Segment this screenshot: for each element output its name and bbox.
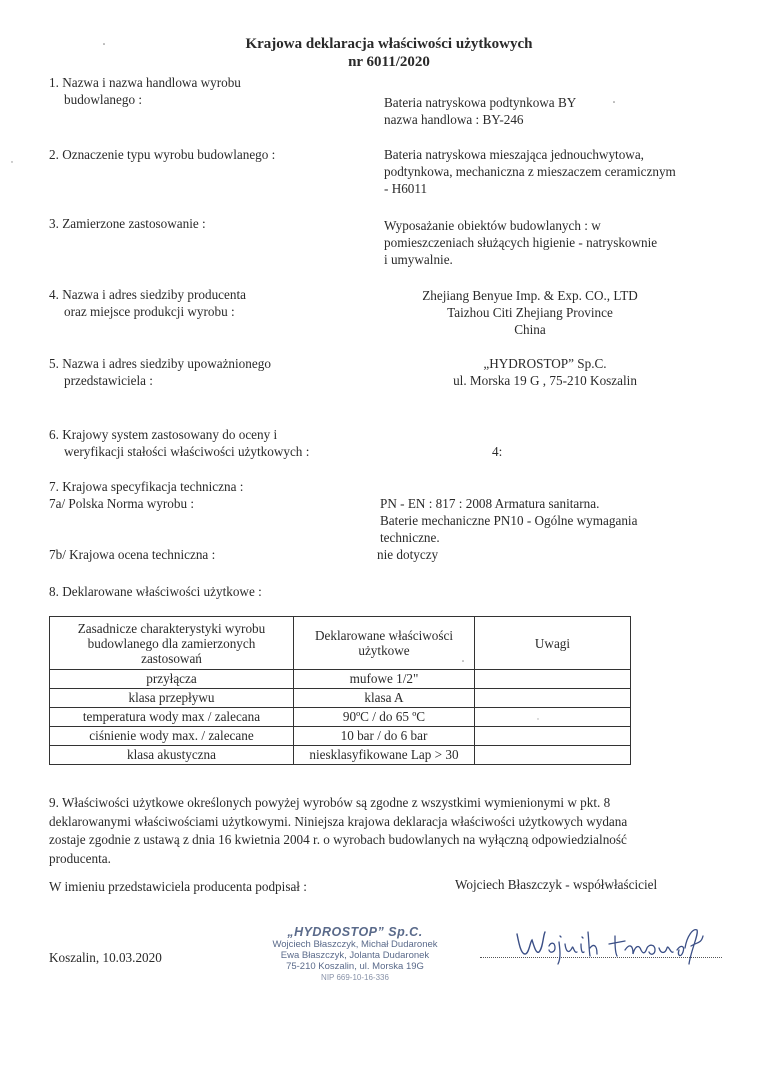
cell-declared: 90ºC / do 65 ºC (294, 708, 475, 727)
section-7-label: 7. Krajowa specyfikacja techniczna : (49, 479, 244, 494)
section-2-label: 2. Oznaczenie typu wyrobu budowlanego : (49, 147, 276, 162)
signed-on-behalf-label: W imieniu przedstawiciela producenta podpisał : (49, 879, 307, 894)
section-6-value: 4: (492, 444, 503, 459)
section-2-value: Bateria natryskowa mieszająca jednouchwytowa, podtynkowa, mechaniczna z mieszaczem ceramicznym - H6011 (384, 147, 676, 196)
document-number: nr 6011/2020 (348, 54, 430, 70)
section-7a-value: PN - EN : 817 : 2008 Armatura sanitarna. Baterie mechaniczne PN10 - Ogólne wymagania techniczne. (380, 496, 638, 545)
cell-characteristic: klasa przepływu (50, 689, 294, 708)
section-7b-value: nie dotyczy (377, 547, 439, 562)
section-7b-label: 7b/ Krajowa ocena techniczna : (49, 547, 216, 562)
section-3-value: Wyposażanie obiektów budowlanych : w pomieszczeniach służących higienie - natryskownie i umywalnie. (384, 218, 658, 267)
cell-characteristic: klasa akustyczna (50, 746, 294, 765)
cell-characteristic: temperatura wody max / zalecana (50, 708, 294, 727)
document-title: Krajowa deklaracja właściwości użytkowych (245, 36, 533, 52)
cell-characteristic: przyłącza (50, 670, 294, 689)
cell-declared: klasa A (294, 689, 475, 708)
section-7a-label: 7a/ Polska Norma wyrobu : (49, 496, 195, 511)
cell-declared: mufowe 1/2" (294, 670, 475, 689)
section-1-value: Bateria natryskowa podtynkowa BY nazwa handlowa : BY-246 (384, 95, 577, 127)
header-remarks: Uwagi (475, 617, 631, 670)
signatory-name: Wojciech Błaszczyk - współwłaściciel (455, 877, 658, 892)
section-5-label: 5. Nazwa i adres siedziby upoważnionego przedstawiciela : (49, 356, 271, 388)
header-characteristics: Zasadnicze charakterystyki wyrobu budowlanego dla zamierzonych zastosowań (50, 617, 294, 670)
place-and-date: Koszalin, 10.03.2020 (49, 950, 162, 965)
cell-declared: niesklasyfikowane Lap > 30 (294, 746, 475, 765)
section-4-value: Zhejiang Benyue Imp. & Exp. CO., LTD Taizhou Citi Zhejiang Province China (422, 288, 638, 337)
company-stamp: „HYDROSTOP” Sp.C. Wojciech Błaszczyk, Michał Dudaronek Ewa Błaszczyk, Jolanta Dudaronek 75-210 Koszalin, ul. Morska 19G NIP 669-10-16-336 (272, 925, 438, 982)
header-declared: Deklarowane właściwości użytkowe (294, 617, 475, 670)
section-4-label: 4. Nazwa i adres siedziby producenta oraz miejsce produkcji wyrobu : (49, 287, 247, 319)
section-3-label: 3. Zamierzone zastosowanie : (49, 216, 206, 231)
cell-declared: 10 bar / do 6 bar (294, 727, 475, 746)
section-8-label: 8. Deklarowane właściwości użytkowe : (49, 584, 262, 599)
section-1-label: 1. Nazwa i nazwa handlowa wyrobu budowlanego : (49, 75, 241, 107)
cell-characteristic: ciśnienie wody max. / zalecane (50, 727, 294, 746)
section-6-label: 6. Krajowy system zastosowany do oceny i weryfikacji stałości właściwości użytkowych : (49, 427, 310, 459)
conformity-statement: 9. Właściwości użytkowe określonych powyżej wyrobów są zgodne z wszystkimi wymienionymi w pkt. 8 deklarowanymi właściwościami użytkowymi. Niniejsza krajowa deklaracja właściwości użytkowych wydana zostaje zgodnie z ustawą z dnia 16 kwietnia 2004 r. o wyrobach budowlanych na wyłączną odpowiedzialność producenta. (49, 795, 628, 866)
section-5-value: „HYDROSTOP” Sp.C. ul. Morska 19 G , 75-210 Koszalin (453, 356, 637, 388)
